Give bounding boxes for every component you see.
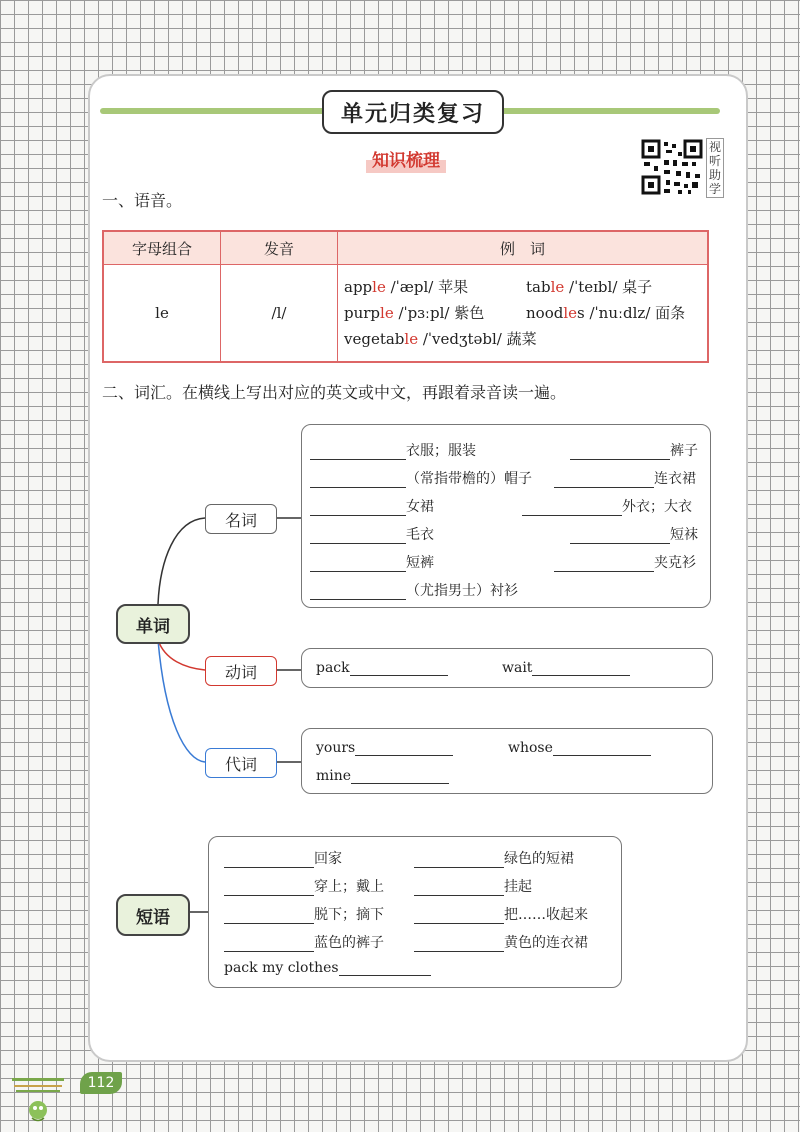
answer-blank[interactable] bbox=[310, 473, 406, 488]
phrase-item: 蓝色的裤子 bbox=[224, 932, 384, 952]
verb-node: 动词 bbox=[205, 656, 277, 686]
verb-item: pack bbox=[316, 660, 448, 676]
phrase-item: 挂起 bbox=[414, 876, 532, 896]
answer-blank[interactable] bbox=[224, 909, 314, 924]
pronoun-item: whose bbox=[508, 740, 651, 756]
pronouns-panel bbox=[301, 728, 713, 794]
answer-blank[interactable] bbox=[310, 585, 406, 600]
phrase-item: 黄色的连衣裙 bbox=[414, 932, 588, 952]
phrases-node: 短语 bbox=[116, 894, 190, 936]
example-word: apple /ˈæpl/ 苹果 bbox=[344, 278, 469, 296]
phrase-item: 回家 bbox=[224, 848, 342, 868]
pronoun-item: mine bbox=[316, 768, 449, 784]
table-header: 例 词 bbox=[338, 231, 709, 265]
letter-combo: le bbox=[103, 265, 221, 363]
page-title: 单元归类复习 bbox=[322, 90, 504, 134]
example-word: purple /ˈpɜːpl/ 紫色 bbox=[344, 304, 485, 322]
pronoun-item: yours bbox=[316, 740, 453, 756]
noun-item: （常指带檐的）帽子 bbox=[310, 468, 532, 488]
answer-blank[interactable] bbox=[310, 529, 406, 544]
noun-item: 女裙 bbox=[310, 496, 434, 516]
answer-blank[interactable] bbox=[554, 557, 654, 572]
answer-blank[interactable] bbox=[355, 741, 453, 756]
pronoun-node: 代词 bbox=[205, 748, 277, 778]
answer-blank[interactable] bbox=[522, 501, 622, 516]
answer-blank[interactable] bbox=[339, 961, 431, 976]
noun-item: 毛衣 bbox=[310, 524, 434, 544]
phrase-item: pack my clothes bbox=[224, 960, 431, 976]
answer-blank[interactable] bbox=[350, 661, 448, 676]
sound: /l/ bbox=[221, 265, 338, 363]
noun-item: （尤指男士）衬衫 bbox=[310, 580, 518, 600]
table-header: 发音 bbox=[221, 231, 338, 265]
answer-blank[interactable] bbox=[414, 853, 504, 868]
answer-blank[interactable] bbox=[554, 473, 654, 488]
words-node: 单词 bbox=[116, 604, 190, 644]
noun-item: 衣服；服装 bbox=[310, 440, 476, 460]
noun-node: 名词 bbox=[205, 504, 277, 534]
phrase-item: 穿上；戴上 bbox=[224, 876, 384, 896]
noun-item: 裤子 bbox=[570, 440, 698, 460]
example-word: vegetable /ˈvedʒtəbl/ 蔬菜 bbox=[344, 330, 537, 348]
noun-item: 短裤 bbox=[310, 552, 434, 572]
answer-blank[interactable] bbox=[414, 909, 504, 924]
answer-blank[interactable] bbox=[532, 661, 630, 676]
section-subtitle: 知识梳理 bbox=[366, 144, 446, 173]
answer-blank[interactable] bbox=[224, 853, 314, 868]
answer-blank[interactable] bbox=[414, 937, 504, 952]
answer-blank[interactable] bbox=[570, 529, 670, 544]
qr-label: 视听助学 bbox=[706, 138, 724, 198]
page-number: 112 bbox=[80, 1072, 122, 1094]
answer-blank[interactable] bbox=[351, 769, 449, 784]
noun-item: 外衣；大衣 bbox=[522, 496, 692, 516]
answer-blank[interactable] bbox=[553, 741, 651, 756]
section2-heading: 二、词汇。在横线上写出对应的英文或中文，再跟着录音读一遍。 bbox=[102, 383, 567, 402]
table-header: 字母组合 bbox=[103, 231, 221, 265]
phrase-item: 脱下；摘下 bbox=[224, 904, 384, 924]
phrase-item: 把……收起来 bbox=[414, 904, 588, 924]
example-word: table /ˈteɪbl/ 桌子 bbox=[526, 278, 653, 296]
answer-blank[interactable] bbox=[310, 557, 406, 572]
section1-heading: 一、语音。 bbox=[102, 191, 183, 210]
answer-blank[interactable] bbox=[414, 881, 504, 896]
answer-blank[interactable] bbox=[224, 937, 314, 952]
publisher-logo-icon bbox=[10, 1076, 66, 1124]
answer-blank[interactable] bbox=[224, 881, 314, 896]
noun-item: 连衣裙 bbox=[554, 468, 696, 488]
answer-blank[interactable] bbox=[310, 445, 406, 460]
example-word: noodles /ˈnuːdlz/ 面条 bbox=[526, 304, 686, 322]
phrase-item: 绿色的短裙 bbox=[414, 848, 574, 868]
noun-item: 夹克衫 bbox=[554, 552, 696, 572]
verb-item: wait bbox=[502, 660, 630, 676]
answer-blank[interactable] bbox=[310, 501, 406, 516]
answer-blank[interactable] bbox=[570, 445, 670, 460]
noun-item: 短袜 bbox=[570, 524, 698, 544]
